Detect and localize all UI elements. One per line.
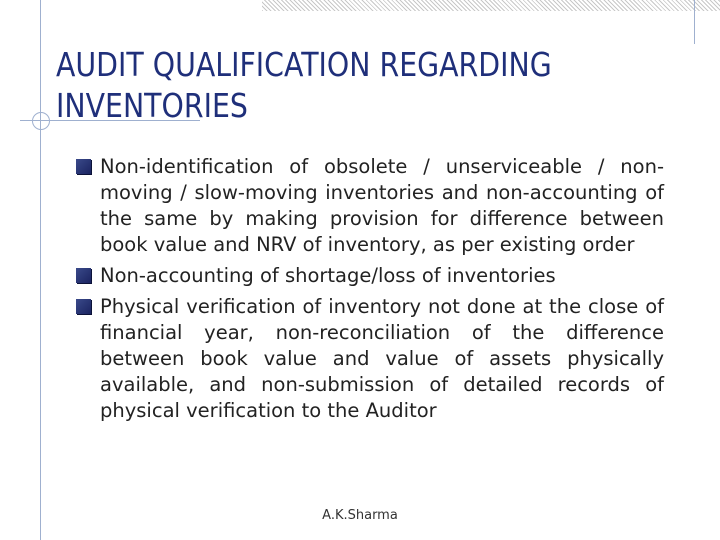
bullet-text: Physical verification of inventory not done at the close of financial year, non-reconciliation of the difference between book value and value of assets physically available, and non-submission of detailed records of physical verification to the Auditor bbox=[100, 295, 664, 422]
slide-title bbox=[56, 44, 606, 126]
left-rule bbox=[40, 0, 41, 540]
bullet-item bbox=[76, 294, 664, 424]
bullet-text: Non-identification of obsolete / unserviceable / non-moving / slow-moving inventories and non-accounting of the same by making provision for difference between book value and NRV of inventory, as per existing order bbox=[100, 155, 664, 256]
square-bullet-icon bbox=[76, 268, 91, 283]
title-line-2: INVENTORIES bbox=[56, 86, 248, 125]
bullet-text: Non-accounting of shortage/loss of inventories bbox=[100, 264, 556, 287]
footer-author: A.K.Sharma bbox=[322, 508, 398, 523]
crosshair-decoration bbox=[32, 112, 50, 130]
hatch-decoration bbox=[262, 0, 720, 11]
bullet-item bbox=[76, 263, 664, 289]
title-line-1: AUDIT QUALIFICATION REGARDING bbox=[56, 45, 552, 84]
right-rule bbox=[694, 0, 695, 44]
bullet-item bbox=[76, 154, 664, 258]
square-bullet-icon bbox=[76, 299, 91, 314]
square-bullet-icon bbox=[76, 159, 91, 174]
bullet-list bbox=[76, 154, 664, 429]
